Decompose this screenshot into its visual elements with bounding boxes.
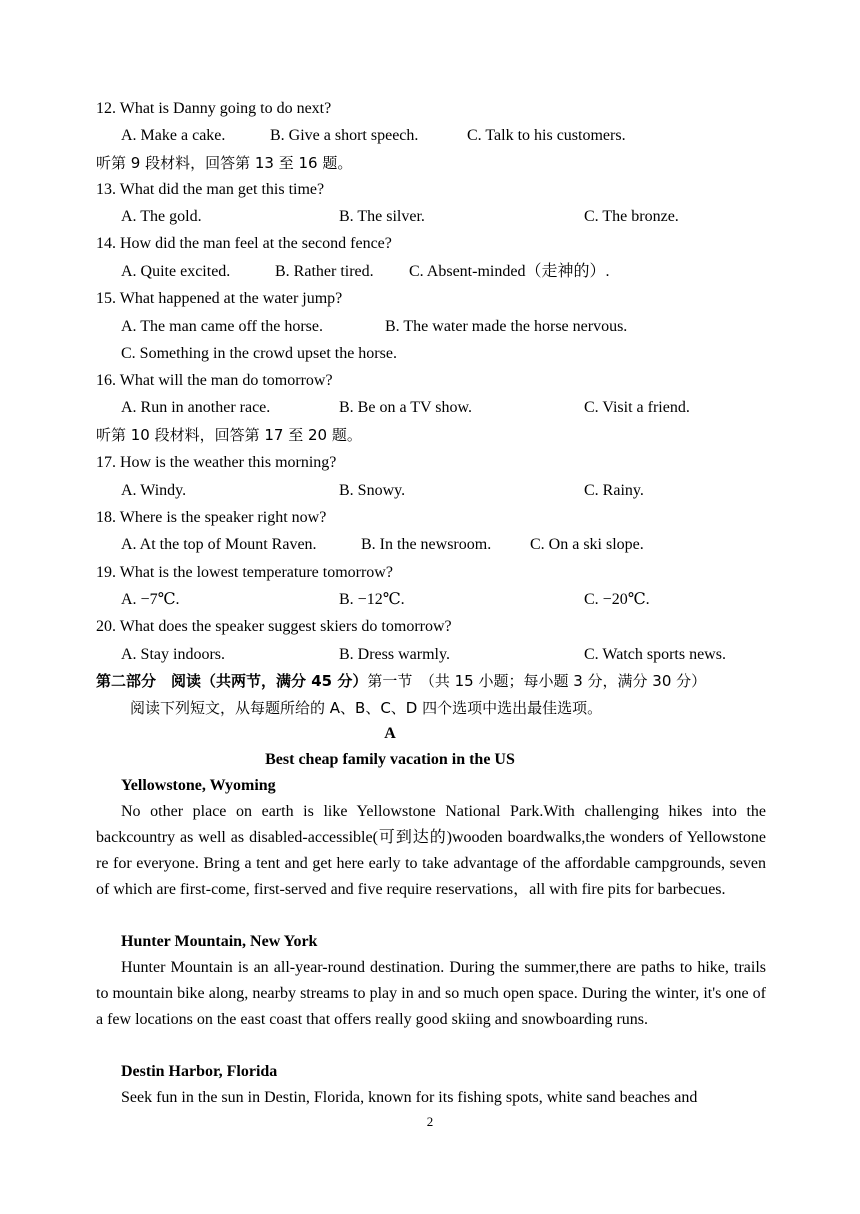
- question-17: 17. How is the weather this morning?: [96, 454, 337, 471]
- section-title-destin: Destin Harbor, Florida: [121, 1063, 278, 1080]
- q15-option-c: C. Something in the crowd upset the horse.: [121, 345, 397, 362]
- passage-title: Best cheap family vacation in the US: [265, 751, 515, 768]
- q17-option-a: A. Windy.: [121, 482, 187, 499]
- q18-option-c: C. On a ski slope.: [530, 536, 644, 553]
- q13-option-c: C. The bronze.: [584, 208, 679, 225]
- question-15: 15. What happened at the water jump?: [96, 290, 343, 307]
- q20-option-a: A. Stay indoors.: [121, 646, 225, 663]
- instruction-section-9: 听第 9 段材料，回答第 13 至 16 题。: [96, 154, 353, 172]
- question-12: 12. What is Danny going to do next?: [96, 100, 332, 117]
- q14-option-b: B. Rather tired.: [275, 263, 374, 280]
- section-title-hunter-mountain: Hunter Mountain, New York: [121, 933, 318, 950]
- q13-option-a: A. The gold.: [121, 208, 202, 225]
- paragraph-yellowstone: No other place on earth is like Yellowstone National Park.With challenging hikes into the backcountry as well as disabled-accessible(可到达的)wooden boardwalks,the wonders of Yellowstone re for everyone. Bring a tent and get here early to take advantage of the affordable campgrounds, seven of which are first-come, first-served and five require reservations，all with fire pits for barbecues.: [96, 803, 766, 898]
- q17-option-b: B. Snowy.: [339, 482, 406, 499]
- q20-option-b: B. Dress warmly.: [339, 646, 450, 663]
- question-14: 14. How did the man feel at the second fence?: [96, 235, 392, 252]
- section-title-yellowstone: Yellowstone, Wyoming: [121, 777, 276, 794]
- part-two-heading: 第二部分 阅读（共两节，满分 45 分）: [96, 672, 368, 690]
- q16-option-b: B. Be on a TV show.: [339, 399, 473, 416]
- q20-option-c: C. Watch sports news.: [584, 646, 726, 663]
- question-16: 16. What will the man do tomorrow?: [96, 372, 333, 389]
- q15-option-a: A. The man came off the horse.: [121, 318, 324, 335]
- q16-option-c: C. Visit a friend.: [584, 399, 690, 416]
- q12-option-b: B. Give a short speech.: [270, 127, 419, 144]
- instruction-section-10: 听第 10 段材料，回答第 17 至 20 题。: [96, 426, 362, 444]
- q14-option-a: A. Quite excited.: [121, 263, 231, 280]
- q19-option-b: B. −12℃.: [339, 591, 405, 608]
- page-number: 2: [426, 1114, 434, 1129]
- q18-option-b: B. In the newsroom.: [361, 536, 492, 553]
- question-18: 18. Where is the speaker right now?: [96, 509, 327, 526]
- q14-option-c: C. Absent-minded（走神的）.: [409, 263, 610, 280]
- passage-letter: A: [384, 725, 396, 742]
- q16-option-a: A. Run in another race.: [121, 399, 271, 416]
- q19-option-a: A. −7℃.: [121, 591, 180, 608]
- paragraph-hunter-mountain: Hunter Mountain is an all-year-round destination. During the summer,there are paths to hike, trails to mountain bike along, nearby streams to play in and so much open space. During the winter, it's one of a few locations on the east coast that offers really good skiing and snowboarding runs.: [96, 959, 766, 1028]
- q13-option-b: B. The silver.: [339, 208, 425, 225]
- q12-option-c: C. Talk to his customers.: [467, 127, 626, 144]
- question-13: 13. What did the man get this time?: [96, 181, 325, 198]
- part-two-header: [96, 671, 706, 691]
- reading-instruction: 阅读下列短文，从每题所给的 A、B、C、D 四个选项中选出最佳选项。: [130, 699, 603, 717]
- section-one-heading: 第一节 （共 15 小题；每小题 3 分，满分 30 分）: [367, 672, 707, 690]
- paragraph-destin: Seek fun in the sun in Destin, Florida, known for its fishing spots, white sand beaches and: [121, 1089, 698, 1106]
- question-20: 20. What does the speaker suggest skiers do tomorrow?: [96, 618, 452, 635]
- q12-option-a: A. Make a cake.: [121, 127, 226, 144]
- q18-option-a: A. At the top of Mount Raven.: [121, 536, 317, 553]
- q15-option-b: B. The water made the horse nervous.: [385, 318, 628, 335]
- q17-option-c: C. Rainy.: [584, 482, 644, 499]
- q19-option-c: C. −20℃.: [584, 591, 650, 608]
- question-19: 19. What is the lowest temperature tomorrow?: [96, 564, 393, 581]
